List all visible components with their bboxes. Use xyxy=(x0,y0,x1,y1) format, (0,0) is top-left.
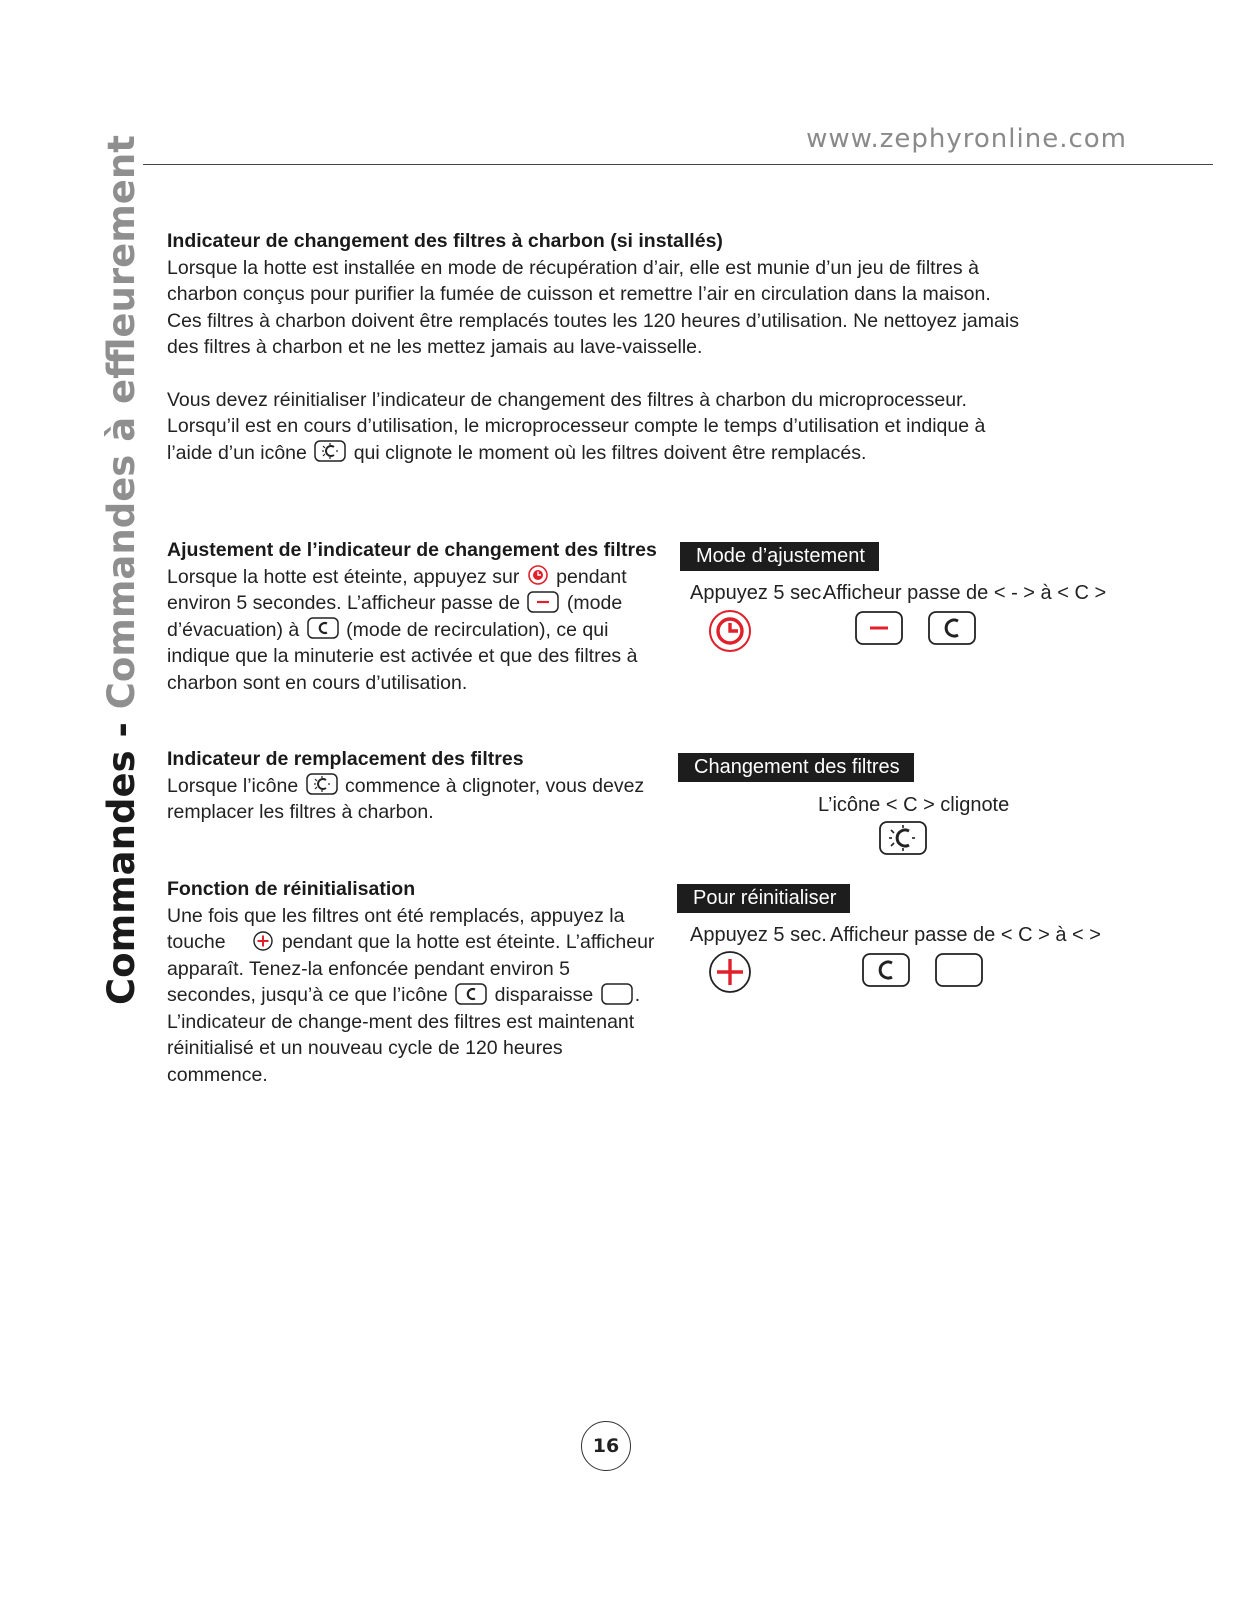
section3-text-1: Lorsque l’icône xyxy=(167,774,299,797)
blank-display-large-icon xyxy=(935,953,983,987)
c-display-icon xyxy=(455,983,487,1005)
section4-text-3: disparaisse xyxy=(494,984,594,1006)
section2-text-3: (mode d’évacuation) à xyxy=(167,592,623,641)
section4-text-2: pendant que la hotte est éteinte. L’afficheur apparaît. Tenez-la enfoncée pendant environ 5 secondes, jusqu’à ce que l’icône xyxy=(167,931,655,1006)
adjust-press-text: Appuyez 5 sec. xyxy=(690,582,827,604)
section4-text-1: Une fois que les filtres ont été remplacés, appuyez la touche xyxy=(167,904,625,953)
timer-button-icon xyxy=(527,564,549,586)
plus-button-large-icon xyxy=(708,950,752,994)
c-display-icon xyxy=(307,617,339,639)
adjust-display-text: Afficheur passe de < - > à < C > xyxy=(823,582,1107,604)
section-replacement-indicator xyxy=(167,746,647,826)
section4-text-4: . L’indicateur de change-ment des filtres est maintenant réinitialisé et un nouveau cycle de 120 heures commence. xyxy=(167,984,641,1086)
section1-para1: Lorsque la hotte est installée en mode de récupération d’air, elle est munie d’un jeu de filtres à charbon conçus pour purifier la fumée de cuisson et remettre l’air en circulation dans la maison. Ces filtres à charbon doivent être remplacés toutes les 120 heures d’utilisation. Ne nettoyez jamais des filtres à charbon et ne les mettez jamais au lave-vaisselle. xyxy=(167,256,1019,358)
label-adjust-mode: Mode d’ajustement xyxy=(680,542,879,571)
section3-text-2: commence à clignoter, vous devez remplacer les filtres à charbon. xyxy=(167,774,645,823)
side-title-part1: Commandes - xyxy=(100,709,143,1005)
reset-press-text: Appuyez 5 sec. xyxy=(690,924,827,946)
filter-change-icon xyxy=(306,773,338,795)
section2-text-2: pendant environ 5 secondes. L’afficheur passe de xyxy=(167,565,627,614)
timer-button-large-icon xyxy=(708,609,752,653)
filter-change-large-icon xyxy=(879,821,927,855)
c-display-large-icon xyxy=(862,953,910,987)
label-reset: Pour réinitialiser xyxy=(677,884,850,913)
section1-para2 xyxy=(167,387,1027,467)
label-filter-change: Changement des filtres xyxy=(678,753,914,782)
filter-change-caption: L’icône < C > clignote xyxy=(818,794,1010,816)
page-number: 16 xyxy=(581,1421,631,1471)
side-title xyxy=(100,135,143,1005)
section3-heading: Indicateur de remplacement des filtres xyxy=(167,748,524,770)
dash-display-icon xyxy=(527,591,559,613)
section1-heading: Indicateur de changement des filtres à charbon (si installés) xyxy=(167,230,723,252)
plus-button-icon xyxy=(252,930,274,952)
section4-heading: Fonction de réinitialisation xyxy=(167,878,416,900)
section-charcoal-filter-indicator xyxy=(167,228,1027,466)
header-rule xyxy=(143,164,1213,165)
dash-display-large-icon xyxy=(855,611,903,645)
section1-para2-a: Vous devez réinitialiser l’indicateur de changement des filtres à charbon du microprocesseur. Lorsqu’il est en cours d’utilisation, le microprocesseur compte le temps d’utilisation et indique à l’aide d’un icône xyxy=(167,388,986,464)
reset-display-text: Afficheur passe de < C > à < > xyxy=(830,924,1101,946)
section2-heading: Ajustement de l’indicateur de changement des filtres xyxy=(167,539,657,561)
section2-text-1: Lorsque la hotte est éteinte, appuyez sur xyxy=(167,565,520,588)
filter-change-icon xyxy=(314,440,346,462)
section1-para2-b: qui clignote le moment où les filtres doivent être remplacés. xyxy=(353,441,867,464)
section-adjust-indicator xyxy=(167,537,657,696)
side-title-part2: Commandes à effleurement xyxy=(100,135,143,710)
section-reset-function xyxy=(167,876,657,1088)
section2-text-4: (mode de recirculation), ce qui indique que la minuterie est activée et que des filtres à charbon sont en cours d’utilisation. xyxy=(167,618,638,694)
c-display-large-icon xyxy=(928,611,976,645)
blank-display-icon xyxy=(601,983,633,1005)
section3-text xyxy=(167,773,647,826)
website-url: www.zephyronline.com xyxy=(806,124,1127,154)
section2-text xyxy=(167,564,657,697)
section4-text xyxy=(167,903,657,1089)
